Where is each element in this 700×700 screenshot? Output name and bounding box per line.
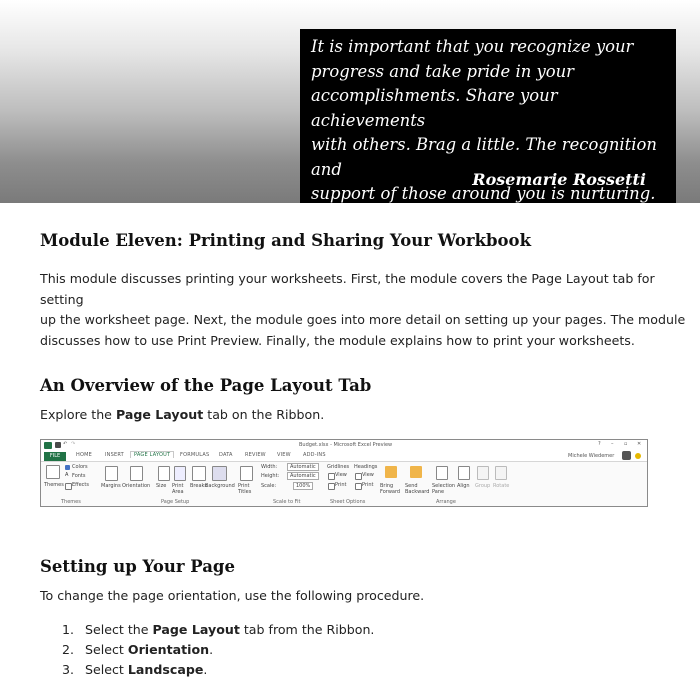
group-label-themes: Themes [61,499,81,505]
save-icon[interactable] [55,442,61,448]
overview-text-after: tab on the Ribbon. [203,407,325,422]
align-button[interactable]: Align [457,483,470,489]
list-item [40,640,374,660]
step-text: . [203,662,208,677]
intro-line: This module discusses printing your worksheets. First, the module covers the Page Layout tab for setting [40,271,655,307]
fonts-button[interactable]: Fonts [72,473,86,479]
redo-icon[interactable]: ↷ [71,441,76,447]
orientation-icon[interactable] [130,466,143,481]
overview-text [40,405,324,426]
step-text: tab from the Ribbon. [239,622,375,637]
group-label-sheet-options: Sheet Options [330,499,366,505]
effects-icon [65,483,72,490]
gridlines-print-label: Print [335,482,347,488]
list-item [40,620,374,640]
align-icon[interactable] [458,466,470,480]
intro-line: discusses how to use Print Preview. Finally, the module explains how to print your worksheets. [40,332,635,348]
gridlines-label: Gridlines [327,464,350,470]
group-button[interactable]: Group [475,483,491,489]
user-name[interactable]: Michele Wiedemer [568,453,615,459]
fonts-icon: A [65,472,69,478]
step-number: 2. [62,642,75,657]
quote-box [300,29,676,203]
margins-icon[interactable] [105,466,118,481]
margins-button[interactable]: Margins [101,483,121,489]
headings-view-label: View [362,472,374,478]
quote-line: progress and take pride in your [311,61,574,81]
quote-line: It is important that you recognize your [311,37,634,56]
headings-label: Headings [354,464,378,470]
selection-pane-button[interactable]: Selection Pane [432,483,456,495]
step-text: . [209,642,214,657]
close-icon[interactable]: ✕ [637,441,642,447]
group-label-page-setup: Page Setup [161,499,190,505]
minimize-icon[interactable]: – [611,441,614,447]
size-icon[interactable] [158,466,170,481]
breaks-icon[interactable] [192,466,206,481]
bring-forward-icon[interactable] [385,466,397,478]
quote-line: support of those around you is nurturing. [311,184,656,203]
undo-icon[interactable]: ↶ [63,441,68,447]
tab-add-ins[interactable]: ADD-INS [303,452,326,458]
avatar[interactable] [622,451,631,460]
ribbon-screenshot [40,439,648,507]
overview-text-before: Explore the [40,407,116,422]
tab-insert[interactable]: INSERT [105,452,124,458]
print-titles-icon[interactable] [240,466,253,481]
headings-view-checkbox[interactable] [355,473,362,480]
step-bold: Orientation [127,642,210,657]
width-label: Width: [261,464,278,470]
print-area-icon[interactable] [174,466,186,481]
tab-data[interactable]: DATA [219,452,233,458]
headings-print-label: Print [362,482,374,488]
send-backward-icon[interactable] [410,466,422,478]
height-label: Height: [261,473,280,479]
module-intro [40,269,700,351]
selection-pane-icon[interactable] [436,466,448,480]
background-button[interactable]: Background [205,483,235,489]
tab-page-layout[interactable]: PAGE LAYOUT [130,451,174,458]
overview-text-bold: Page Layout [115,407,204,422]
gridlines-print-checkbox[interactable] [328,483,335,490]
step-number: 1. [62,622,75,637]
setup-steps [40,620,374,680]
ribbon-title-bar [41,440,647,451]
group-icon[interactable] [477,466,489,480]
height-select[interactable]: Automatic [287,472,319,480]
colors-button[interactable]: Colors [72,464,88,470]
setup-intro: To change the page orientation, use the following procedure. [40,588,425,603]
scale-label: Scale: [261,483,277,489]
breaks-button[interactable]: Breaks [190,483,208,489]
excel-logo-icon [44,442,52,449]
scale-input[interactable]: 100% [293,482,313,490]
background-icon[interactable] [212,466,227,481]
group-label-arrange: Arrange [436,499,456,505]
list-item [40,660,374,680]
step-bold: Page Layout [152,622,240,637]
step-text: Select [85,642,128,657]
ribbon-body [41,462,647,506]
themes-icon[interactable] [46,465,60,479]
send-backward-button[interactable]: Send Backward [405,483,430,495]
smiley-icon[interactable] [635,453,641,459]
module-title: Module Eleven: Printing and Sharing Your Workbook [40,231,531,250]
tab-review[interactable]: REVIEW [245,452,266,458]
print-area-button[interactable]: Print Area [172,483,184,495]
bring-forward-button[interactable]: Bring Forward [380,483,401,495]
step-text: Select the [85,622,153,637]
step-bold: Landscape [127,662,204,677]
quote-line: accomplishments. Share your achievements [311,86,558,130]
window-title: Budget.xlsx - Microsoft Excel Preview [299,442,393,448]
tab-file[interactable]: FILE [44,452,66,461]
help-icon[interactable]: ? [598,441,601,447]
orientation-button[interactable]: Orientation [122,483,151,489]
colors-icon [65,465,70,470]
intro-line: up the worksheet page. Next, the module goes into more detail on setting up your pages. The module [40,312,686,327]
themes-button[interactable]: Themes [44,482,64,488]
quote-line: with others. Brag a little. The recognition and [311,135,657,179]
overview-heading: An Overview of the Page Layout Tab [40,376,372,395]
rotate-button[interactable]: Rotate [493,483,510,489]
gridlines-view-checkbox[interactable] [328,473,335,480]
step-text: Select [85,662,128,677]
step-number: 3. [62,662,75,677]
size-button[interactable]: Size [156,483,167,489]
gridlines-view-label: View [335,472,347,478]
width-select[interactable]: Automatic [287,463,319,471]
headings-print-checkbox[interactable] [355,483,362,490]
quote-author: Rosemarie Rossetti [472,170,646,189]
ribbon-tabs [41,451,647,462]
rotate-icon[interactable] [495,466,507,480]
tab-view[interactable]: VIEW [277,452,291,458]
tab-home[interactable]: HOME [76,452,92,458]
tab-formulas[interactable]: FORMULAS [180,452,210,458]
restore-icon[interactable]: ▫ [624,441,628,447]
effects-button[interactable]: Effects [72,482,89,488]
setup-heading: Setting up Your Page [40,557,235,576]
group-label-scale-to-fit: Scale to Fit [273,499,301,505]
print-titles-button[interactable]: Print Titles [238,483,252,495]
